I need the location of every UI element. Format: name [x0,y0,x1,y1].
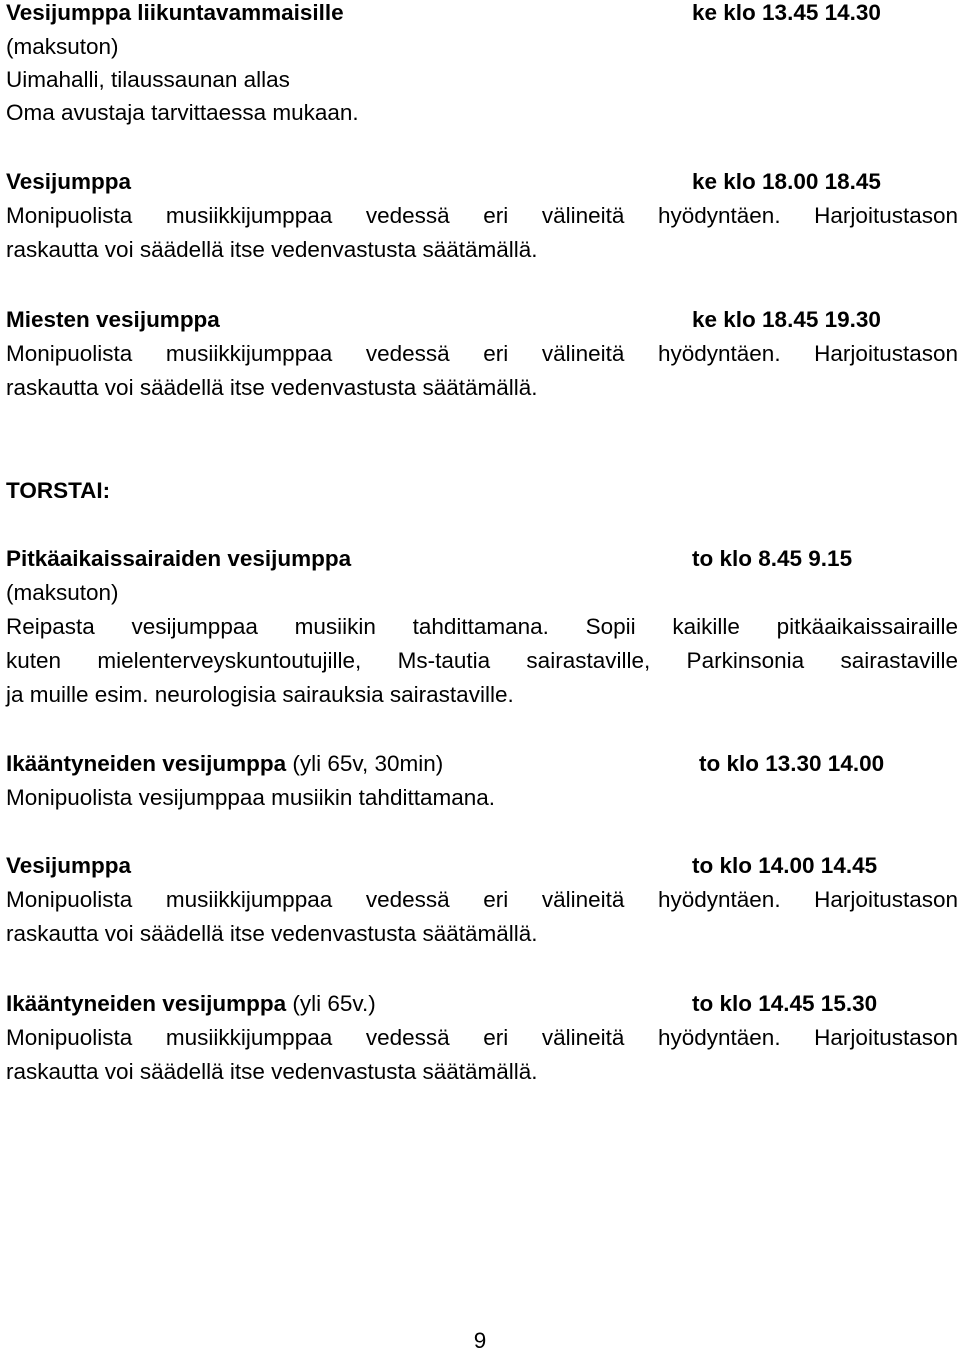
event-fee: (maksuton) [6,34,119,59]
event-title-row [6,849,958,883]
page-number: 9 [473,1328,487,1353]
event-fee: (maksuton) [6,580,119,605]
event-description-line: raskautta voi säädellä itse vedenvastusta säätämällä. [6,237,538,262]
event-note: Oma avustaja tarvittaessa mukaan. [6,100,359,125]
event-title-row [6,747,958,781]
event-description-line: raskautta voi säädellä itse vedenvastusta säätämällä. [6,921,538,946]
event-time: to klo 14.00 14.45 [692,853,878,878]
event-description-line: raskautta voi säädellä itse vedenvastusta säätämällä. [6,1059,538,1084]
event-title-row [6,542,958,576]
event-description-line: Monipuolista vesijumppaa musiikin tahdittamana. [6,785,496,810]
event-description-line: Monipuolista musiikkijumppaa vedessä eri välineitä hyödyntäen. Harjoitustason [6,341,958,366]
event-time: to klo 14.45 15.30 [692,991,878,1016]
event-title-row [6,987,958,1021]
event-title: Miesten vesijumppa [6,307,220,332]
event-description-line: Monipuolista musiikkijumppaa vedessä eri välineitä hyödyntäen. Harjoitustason [6,887,958,912]
event-time: to klo 13.30 14.00 [699,751,885,776]
event-description-line: ja muille esim. neurologisia sairauksia sairastaville. [6,682,514,707]
event-title-row [6,165,958,199]
event-title: Vesijumppa [6,169,132,194]
event-title: Ikääntyneiden vesijumppa [6,751,287,776]
event-description-line: raskautta voi säädellä itse vedenvastusta säätämällä. [6,375,538,400]
event-title-suffix: (yli 65v, 30min) [286,751,444,776]
event-description-line: Monipuolista musiikkijumppaa vedessä eri välineitä hyödyntäen. Harjoitustason [6,1025,958,1050]
event-title: Ikääntyneiden vesijumppa [6,991,287,1016]
event-title: Pitkäaikaissairaiden vesijumppa [6,546,352,571]
event-time: ke klo 18.00 18.45 [692,169,881,194]
event-description-line: kuten mielenterveyskuntoutujille, Ms-tautia sairastaville, Parkinsonia sairastaville [6,648,958,673]
event-time: to klo 8.45 9.15 [692,546,853,571]
event-title-row [6,0,958,30]
event-description-line: Reipasta vesijumppaa musiikin tahdittamana. Sopii kaikille pitkäaikaissairaille [6,614,958,639]
event-title: Vesijumppa liikuntavammaisille [6,0,344,25]
event-location: Uimahalli, tilaussaunan allas [6,67,290,92]
event-time: ke klo 13.45 14.30 [692,0,881,25]
event-title-row [6,303,958,337]
event-title: Vesijumppa [6,853,132,878]
event-time: ke klo 18.45 19.30 [692,307,881,332]
day-heading: TORSTAI: [6,478,111,503]
event-description-line: Monipuolista musiikkijumppaa vedessä eri välineitä hyödyntäen. Harjoitustason [6,203,958,228]
event-title-suffix: (yli 65v.) [286,991,376,1016]
